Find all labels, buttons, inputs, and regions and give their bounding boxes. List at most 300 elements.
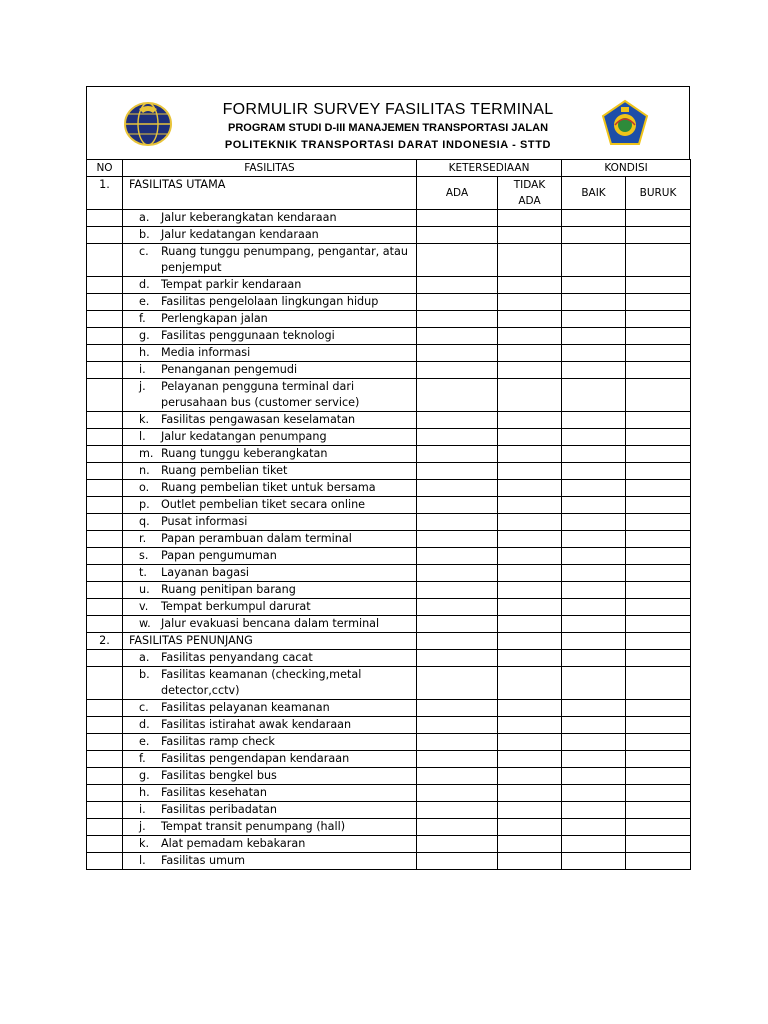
item-ada-cell[interactable] [417,531,498,548]
item-buruk-cell[interactable] [626,480,691,497]
item-baik-cell[interactable] [562,429,626,446]
facility-cell [123,210,417,227]
item-ada-cell[interactable] [417,412,498,429]
item-buruk-cell[interactable] [626,734,691,751]
item-buruk-cell[interactable] [626,497,691,514]
item-baik-cell[interactable] [562,328,626,345]
item-label: Fasilitas keamanan (checking,metal detector,cctv) [161,668,362,697]
facility-row [87,667,691,700]
row-no-cell [87,548,123,565]
facility-cell [123,480,417,497]
item-letter: f. [139,752,146,765]
facility-row [87,802,691,819]
item-baik-cell[interactable] [562,294,626,311]
item-tidak-ada-cell[interactable] [498,768,562,785]
item-baik-cell[interactable] [562,768,626,785]
item-buruk-cell[interactable] [626,210,691,227]
facility-row [87,819,691,836]
section-baik-cell[interactable] [562,633,626,650]
facility-cell [123,565,417,582]
item-buruk-cell[interactable] [626,379,691,412]
item-letter: u. [139,583,150,596]
item-letter: h. [139,346,150,359]
form-header [86,86,690,159]
item-baik-cell[interactable] [562,244,626,277]
facility-row [87,497,691,514]
item-letter: i. [139,363,146,376]
item-baik-cell[interactable] [562,362,626,379]
item-ada-cell[interactable] [417,548,498,565]
item-buruk-cell[interactable] [626,531,691,548]
row-no-cell [87,345,123,362]
item-buruk-cell[interactable] [626,717,691,734]
facility-cell [123,328,417,345]
item-ada-cell[interactable] [417,853,498,870]
item-tidak-ada-cell[interactable] [498,531,562,548]
sttd-shield-logo [601,99,649,147]
facility-cell [123,853,417,870]
item-tidak-ada-cell[interactable] [498,227,562,244]
item-label: Fasilitas pengelolaan lingkungan hidup [161,295,379,308]
facility-row [87,700,691,717]
facility-cell [123,345,417,362]
item-buruk-cell[interactable] [626,514,691,531]
facility-cell [123,294,417,311]
item-tidak-ada-cell[interactable] [498,345,562,362]
item-tidak-ada-cell[interactable] [498,836,562,853]
item-letter: b. [139,228,150,241]
item-ada-cell[interactable] [417,311,498,328]
facilities-table [86,159,691,870]
col-ada: ADA [417,177,498,210]
item-ada-cell[interactable] [417,446,498,463]
section-number: 2. [87,633,123,650]
item-ada-cell[interactable] [417,210,498,227]
item-label: Fasilitas istirahat awak kendaraan [161,718,352,731]
item-baik-cell[interactable] [562,751,626,768]
item-label: Fasilitas pelayanan keamanan [161,701,330,714]
facility-row [87,480,691,497]
row-no-cell [87,480,123,497]
item-label: Perlengkapan jalan [161,312,268,325]
item-label: Fasilitas peribadatan [161,803,277,816]
item-buruk-cell[interactable] [626,277,691,294]
col-buruk: BURUK [626,177,691,210]
col-tidak-ada: TIDAK ADA [498,177,562,210]
item-label: Fasilitas penyandang cacat [161,651,313,664]
item-baik-cell[interactable] [562,463,626,480]
item-baik-cell[interactable] [562,480,626,497]
item-ada-cell[interactable] [417,717,498,734]
row-no-cell [87,582,123,599]
item-ada-cell[interactable] [417,497,498,514]
item-tidak-ada-cell[interactable] [498,480,562,497]
facility-row [87,836,691,853]
item-ada-cell[interactable] [417,328,498,345]
section-tidak-ada-cell[interactable] [498,633,562,650]
item-tidak-ada-cell[interactable] [498,328,562,345]
item-letter: c. [139,245,149,258]
item-baik-cell[interactable] [562,700,626,717]
facility-row [87,210,691,227]
item-buruk-cell[interactable] [626,819,691,836]
row-no-cell [87,667,123,700]
item-baik-cell[interactable] [562,802,626,819]
item-buruk-cell[interactable] [626,582,691,599]
col-fasilitas: FASILITAS [123,160,417,177]
item-label: Ruang tunggu keberangkatan [161,447,328,460]
facility-cell [123,362,417,379]
row-no-cell [87,565,123,582]
item-baik-cell[interactable] [562,836,626,853]
facility-cell [123,667,417,700]
item-baik-cell[interactable] [562,345,626,362]
item-letter: s. [139,549,149,562]
row-no-cell [87,446,123,463]
facility-row [87,227,691,244]
item-ada-cell[interactable] [417,379,498,412]
item-tidak-ada-cell[interactable] [498,853,562,870]
item-tidak-ada-cell[interactable] [498,497,562,514]
item-letter: q. [139,515,150,528]
facility-row [87,311,691,328]
item-label: Fasilitas penggunaan teknologi [161,329,335,342]
item-ada-cell[interactable] [417,667,498,700]
item-baik-cell[interactable] [562,650,626,667]
item-baik-cell[interactable] [562,497,626,514]
item-tidak-ada-cell[interactable] [498,700,562,717]
item-tidak-ada-cell[interactable] [498,548,562,565]
item-letter: w. [139,617,151,630]
item-ada-cell[interactable] [417,836,498,853]
facility-row [87,379,691,412]
facility-cell [123,531,417,548]
facility-cell [123,717,417,734]
item-tidak-ada-cell[interactable] [498,514,562,531]
item-letter: t. [139,566,147,579]
item-tidak-ada-cell[interactable] [498,599,562,616]
item-buruk-cell[interactable] [626,328,691,345]
item-label: Tempat transit penumpang (hall) [161,820,346,833]
facility-cell [123,785,417,802]
item-letter: g. [139,769,150,782]
item-tidak-ada-cell[interactable] [498,751,562,768]
facility-cell [123,734,417,751]
item-label: Alat pemadam kebakaran [161,837,306,850]
facility-row [87,616,691,633]
facility-row [87,717,691,734]
item-tidak-ada-cell[interactable] [498,277,562,294]
item-tidak-ada-cell[interactable] [498,650,562,667]
facility-cell [123,599,417,616]
item-label: Jalur keberangkatan kendaraan [161,211,337,224]
facility-cell [123,311,417,328]
item-label: Penanganan pengemudi [161,363,298,376]
item-letter: i. [139,803,146,816]
item-tidak-ada-cell[interactable] [498,717,562,734]
item-letter: e. [139,735,150,748]
item-label: Ruang tunggu penumpang, pengantar, atau penjemput [161,245,408,274]
item-label: Layanan bagasi [161,566,250,579]
facility-cell [123,548,417,565]
item-label: Fasilitas pengawasan keselamatan [161,413,356,426]
row-no-cell [87,599,123,616]
item-tidak-ada-cell[interactable] [498,311,562,328]
item-tidak-ada-cell[interactable] [498,210,562,227]
facility-cell [123,751,417,768]
item-label: Ruang penitipan barang [161,583,296,596]
item-baik-cell[interactable] [562,582,626,599]
item-baik-cell[interactable] [562,379,626,412]
item-tidak-ada-cell[interactable] [498,667,562,700]
item-baik-cell[interactable] [562,210,626,227]
item-ada-cell[interactable] [417,768,498,785]
item-tidak-ada-cell[interactable] [498,412,562,429]
facility-cell [123,802,417,819]
item-tidak-ada-cell[interactable] [498,294,562,311]
item-buruk-cell[interactable] [626,294,691,311]
item-letter: b. [139,668,150,681]
section-row [87,177,691,210]
item-ada-cell[interactable] [417,700,498,717]
facility-row [87,751,691,768]
item-ada-cell[interactable] [417,244,498,277]
facility-row [87,582,691,599]
facility-row [87,294,691,311]
item-tidak-ada-cell[interactable] [498,734,562,751]
item-buruk-cell[interactable] [626,463,691,480]
item-letter: j. [139,380,146,393]
facility-row [87,531,691,548]
row-no-cell [87,802,123,819]
facility-row [87,244,691,277]
item-ada-cell[interactable] [417,734,498,751]
item-baik-cell[interactable] [562,616,626,633]
item-letter: d. [139,278,150,291]
facility-row [87,650,691,667]
item-letter: e. [139,295,150,308]
item-buruk-cell[interactable] [626,768,691,785]
col-kondisi: KONDISI [562,160,691,177]
item-buruk-cell[interactable] [626,362,691,379]
item-baik-cell[interactable] [562,531,626,548]
row-no-cell [87,277,123,294]
col-baik: BAIK [562,177,626,210]
item-ada-cell[interactable] [417,514,498,531]
facility-cell [123,616,417,633]
row-no-cell [87,227,123,244]
facility-row [87,565,691,582]
section-ada-cell[interactable] [417,633,498,650]
item-buruk-cell[interactable] [626,227,691,244]
item-baik-cell[interactable] [562,667,626,700]
facility-cell [123,446,417,463]
item-buruk-cell[interactable] [626,667,691,700]
item-label: Ruang pembelian tiket [161,464,288,477]
item-ada-cell[interactable] [417,785,498,802]
item-tidak-ada-cell[interactable] [498,429,562,446]
item-tidak-ada-cell[interactable] [498,819,562,836]
row-no-cell [87,294,123,311]
item-ada-cell[interactable] [417,227,498,244]
row-no-cell [87,751,123,768]
item-ada-cell[interactable] [417,565,498,582]
item-buruk-cell[interactable] [626,853,691,870]
institution-name: POLITEKNIK TRANSPORTASI DARAT INDONESIA - STTD [224,139,552,151]
facility-row [87,734,691,751]
item-buruk-cell[interactable] [626,548,691,565]
facility-cell [123,429,417,446]
row-no-cell [87,362,123,379]
item-letter: l. [139,430,146,443]
item-buruk-cell[interactable] [626,700,691,717]
row-no-cell [87,429,123,446]
item-baik-cell[interactable] [562,785,626,802]
item-letter: l. [139,854,146,867]
facility-cell [123,819,417,836]
facility-row [87,429,691,446]
item-ada-cell[interactable] [417,616,498,633]
row-no-cell [87,210,123,227]
item-ada-cell[interactable] [417,345,498,362]
row-no-cell [87,700,123,717]
item-buruk-cell[interactable] [626,429,691,446]
item-baik-cell[interactable] [562,819,626,836]
item-label: Fasilitas pengendapan kendaraan [161,752,350,765]
facility-row [87,599,691,616]
facility-row [87,412,691,429]
facility-row [87,277,691,294]
item-ada-cell[interactable] [417,362,498,379]
facility-cell [123,768,417,785]
item-baik-cell[interactable] [562,717,626,734]
table-body [87,177,691,870]
col-no: NO [87,160,123,177]
item-letter: d. [139,718,150,731]
item-buruk-cell[interactable] [626,785,691,802]
item-label: Fasilitas umum [161,854,246,867]
facility-row [87,328,691,345]
item-baik-cell[interactable] [562,514,626,531]
item-baik-cell[interactable] [562,412,626,429]
facility-cell [123,497,417,514]
item-baik-cell[interactable] [562,311,626,328]
item-letter: p. [139,498,150,511]
item-tidak-ada-cell[interactable] [498,582,562,599]
item-baik-cell[interactable] [562,853,626,870]
item-label: Tempat parkir kendaraan [161,278,302,291]
item-tidak-ada-cell[interactable] [498,565,562,582]
survey-form [86,86,690,870]
item-label: Tempat berkumpul darurat [161,600,311,613]
facility-row [87,446,691,463]
item-letter: r. [139,532,147,545]
facility-cell [123,244,417,277]
item-label: Outlet pembelian tiket secara online [161,498,366,511]
row-no-cell [87,379,123,412]
facility-cell [123,227,417,244]
item-buruk-cell[interactable] [626,836,691,853]
item-tidak-ada-cell[interactable] [498,785,562,802]
row-no-cell [87,616,123,633]
item-letter: f. [139,312,146,325]
facility-row [87,853,691,870]
item-buruk-cell[interactable] [626,446,691,463]
item-buruk-cell[interactable] [626,751,691,768]
section-title: FASILITAS PENUNJANG [123,633,417,650]
item-buruk-cell[interactable] [626,311,691,328]
row-no-cell [87,311,123,328]
item-ada-cell[interactable] [417,802,498,819]
item-buruk-cell[interactable] [626,244,691,277]
section-title: FASILITAS UTAMA [123,177,417,210]
item-ada-cell[interactable] [417,819,498,836]
item-ada-cell[interactable] [417,294,498,311]
item-buruk-cell[interactable] [626,599,691,616]
item-letter: o. [139,481,150,494]
section-buruk-cell[interactable] [626,633,691,650]
item-tidak-ada-cell[interactable] [498,446,562,463]
row-no-cell [87,734,123,751]
section-row [87,633,691,650]
item-buruk-cell[interactable] [626,616,691,633]
item-tidak-ada-cell[interactable] [498,463,562,480]
facility-cell [123,650,417,667]
item-baik-cell[interactable] [562,227,626,244]
item-baik-cell[interactable] [562,446,626,463]
item-baik-cell[interactable] [562,548,626,565]
item-ada-cell[interactable] [417,582,498,599]
item-ada-cell[interactable] [417,751,498,768]
facility-row [87,785,691,802]
facility-row [87,345,691,362]
facility-row [87,548,691,565]
item-ada-cell[interactable] [417,463,498,480]
item-label: Jalur kedatangan penumpang [161,430,327,443]
item-ada-cell[interactable] [417,429,498,446]
item-baik-cell[interactable] [562,734,626,751]
item-letter: k. [139,413,150,426]
facility-cell [123,379,417,412]
item-ada-cell[interactable] [417,277,498,294]
item-ada-cell[interactable] [417,650,498,667]
item-baik-cell[interactable] [562,565,626,582]
item-letter: n. [139,464,150,477]
item-baik-cell[interactable] [562,277,626,294]
item-buruk-cell[interactable] [626,412,691,429]
row-no-cell [87,514,123,531]
item-buruk-cell[interactable] [626,345,691,362]
item-tidak-ada-cell[interactable] [498,379,562,412]
item-tidak-ada-cell[interactable] [498,362,562,379]
facility-cell [123,412,417,429]
item-letter: a. [139,211,150,224]
row-no-cell [87,244,123,277]
item-baik-cell[interactable] [562,599,626,616]
item-letter: k. [139,837,150,850]
item-ada-cell[interactable] [417,599,498,616]
item-buruk-cell[interactable] [626,650,691,667]
item-label: Media informasi [161,346,251,359]
item-tidak-ada-cell[interactable] [498,616,562,633]
item-tidak-ada-cell[interactable] [498,244,562,277]
item-buruk-cell[interactable] [626,802,691,819]
item-label: Fasilitas kesehatan [161,786,267,799]
facility-cell [123,700,417,717]
item-tidak-ada-cell[interactable] [498,802,562,819]
item-ada-cell[interactable] [417,480,498,497]
item-buruk-cell[interactable] [626,565,691,582]
